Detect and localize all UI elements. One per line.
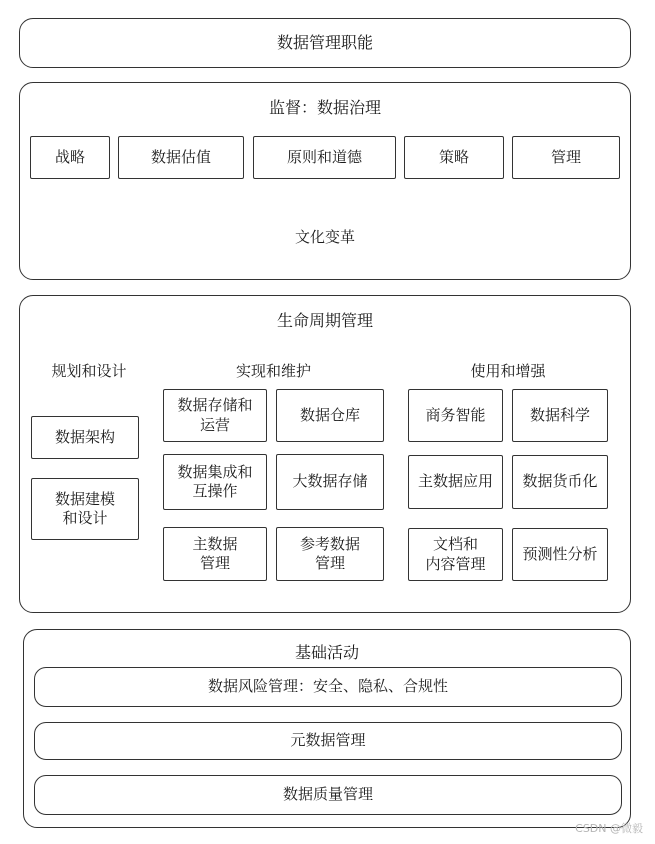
plan-design-title: 规划和设计 bbox=[51, 362, 127, 380]
governance-item-data-valuation: 数据估值 bbox=[118, 136, 244, 179]
watermark: CSDN @微毅 bbox=[575, 822, 643, 835]
governance-item-strategy: 战略 bbox=[30, 136, 110, 179]
foundation-item-data-quality-management: 数据质量管理 bbox=[34, 775, 622, 815]
governance-title: 监督：数据治理 bbox=[268, 98, 381, 117]
lifecycle-title: 生命周期管理 bbox=[276, 311, 373, 330]
use-item-business-intelligence: 商务智能 bbox=[408, 389, 503, 442]
data-management-functions-box bbox=[19, 18, 631, 68]
governance-item-principles-ethics: 原则和道德 bbox=[253, 136, 396, 179]
foundation-title: 基础活动 bbox=[294, 643, 359, 662]
implement-item-data-warehouse: 数据仓库 bbox=[276, 389, 384, 442]
use-item-data-science: 数据科学 bbox=[512, 389, 608, 442]
use-enhance-title: 使用和增强 bbox=[470, 362, 546, 380]
data-management-functions-title: 数据管理职能 bbox=[276, 32, 373, 52]
plan-item-data-architecture: 数据架构 bbox=[31, 416, 139, 459]
foundation-item-risk-management: 数据风险管理：安全、隐私、合规性 bbox=[34, 667, 622, 707]
use-item-predictive-analytics: 预测性分析 bbox=[512, 528, 608, 581]
foundation-item-metadata-management: 元数据管理 bbox=[34, 722, 622, 760]
culture-change-label: 文化变革 bbox=[294, 228, 355, 246]
implement-item-storage-operations: 数据存储和 运营 bbox=[163, 389, 267, 442]
governance-item-stewardship: 管理 bbox=[512, 136, 620, 179]
use-item-document-content-management: 文档和 内容管理 bbox=[408, 528, 503, 581]
implement-item-big-data-storage: 大数据存储 bbox=[276, 454, 384, 510]
plan-item-data-modeling-design: 数据建模 和设计 bbox=[31, 478, 139, 540]
use-item-data-monetization: 数据货币化 bbox=[512, 455, 608, 509]
implement-maintain-title: 实现和维护 bbox=[235, 362, 311, 380]
implement-item-master-data-management: 主数据 管理 bbox=[163, 527, 267, 581]
governance-item-policy: 策略 bbox=[404, 136, 504, 179]
implement-item-integration-interoperability: 数据集成和 互操作 bbox=[163, 454, 267, 510]
implement-item-reference-data-management: 参考数据 管理 bbox=[276, 527, 384, 581]
use-item-master-data-application: 主数据应用 bbox=[408, 455, 503, 509]
